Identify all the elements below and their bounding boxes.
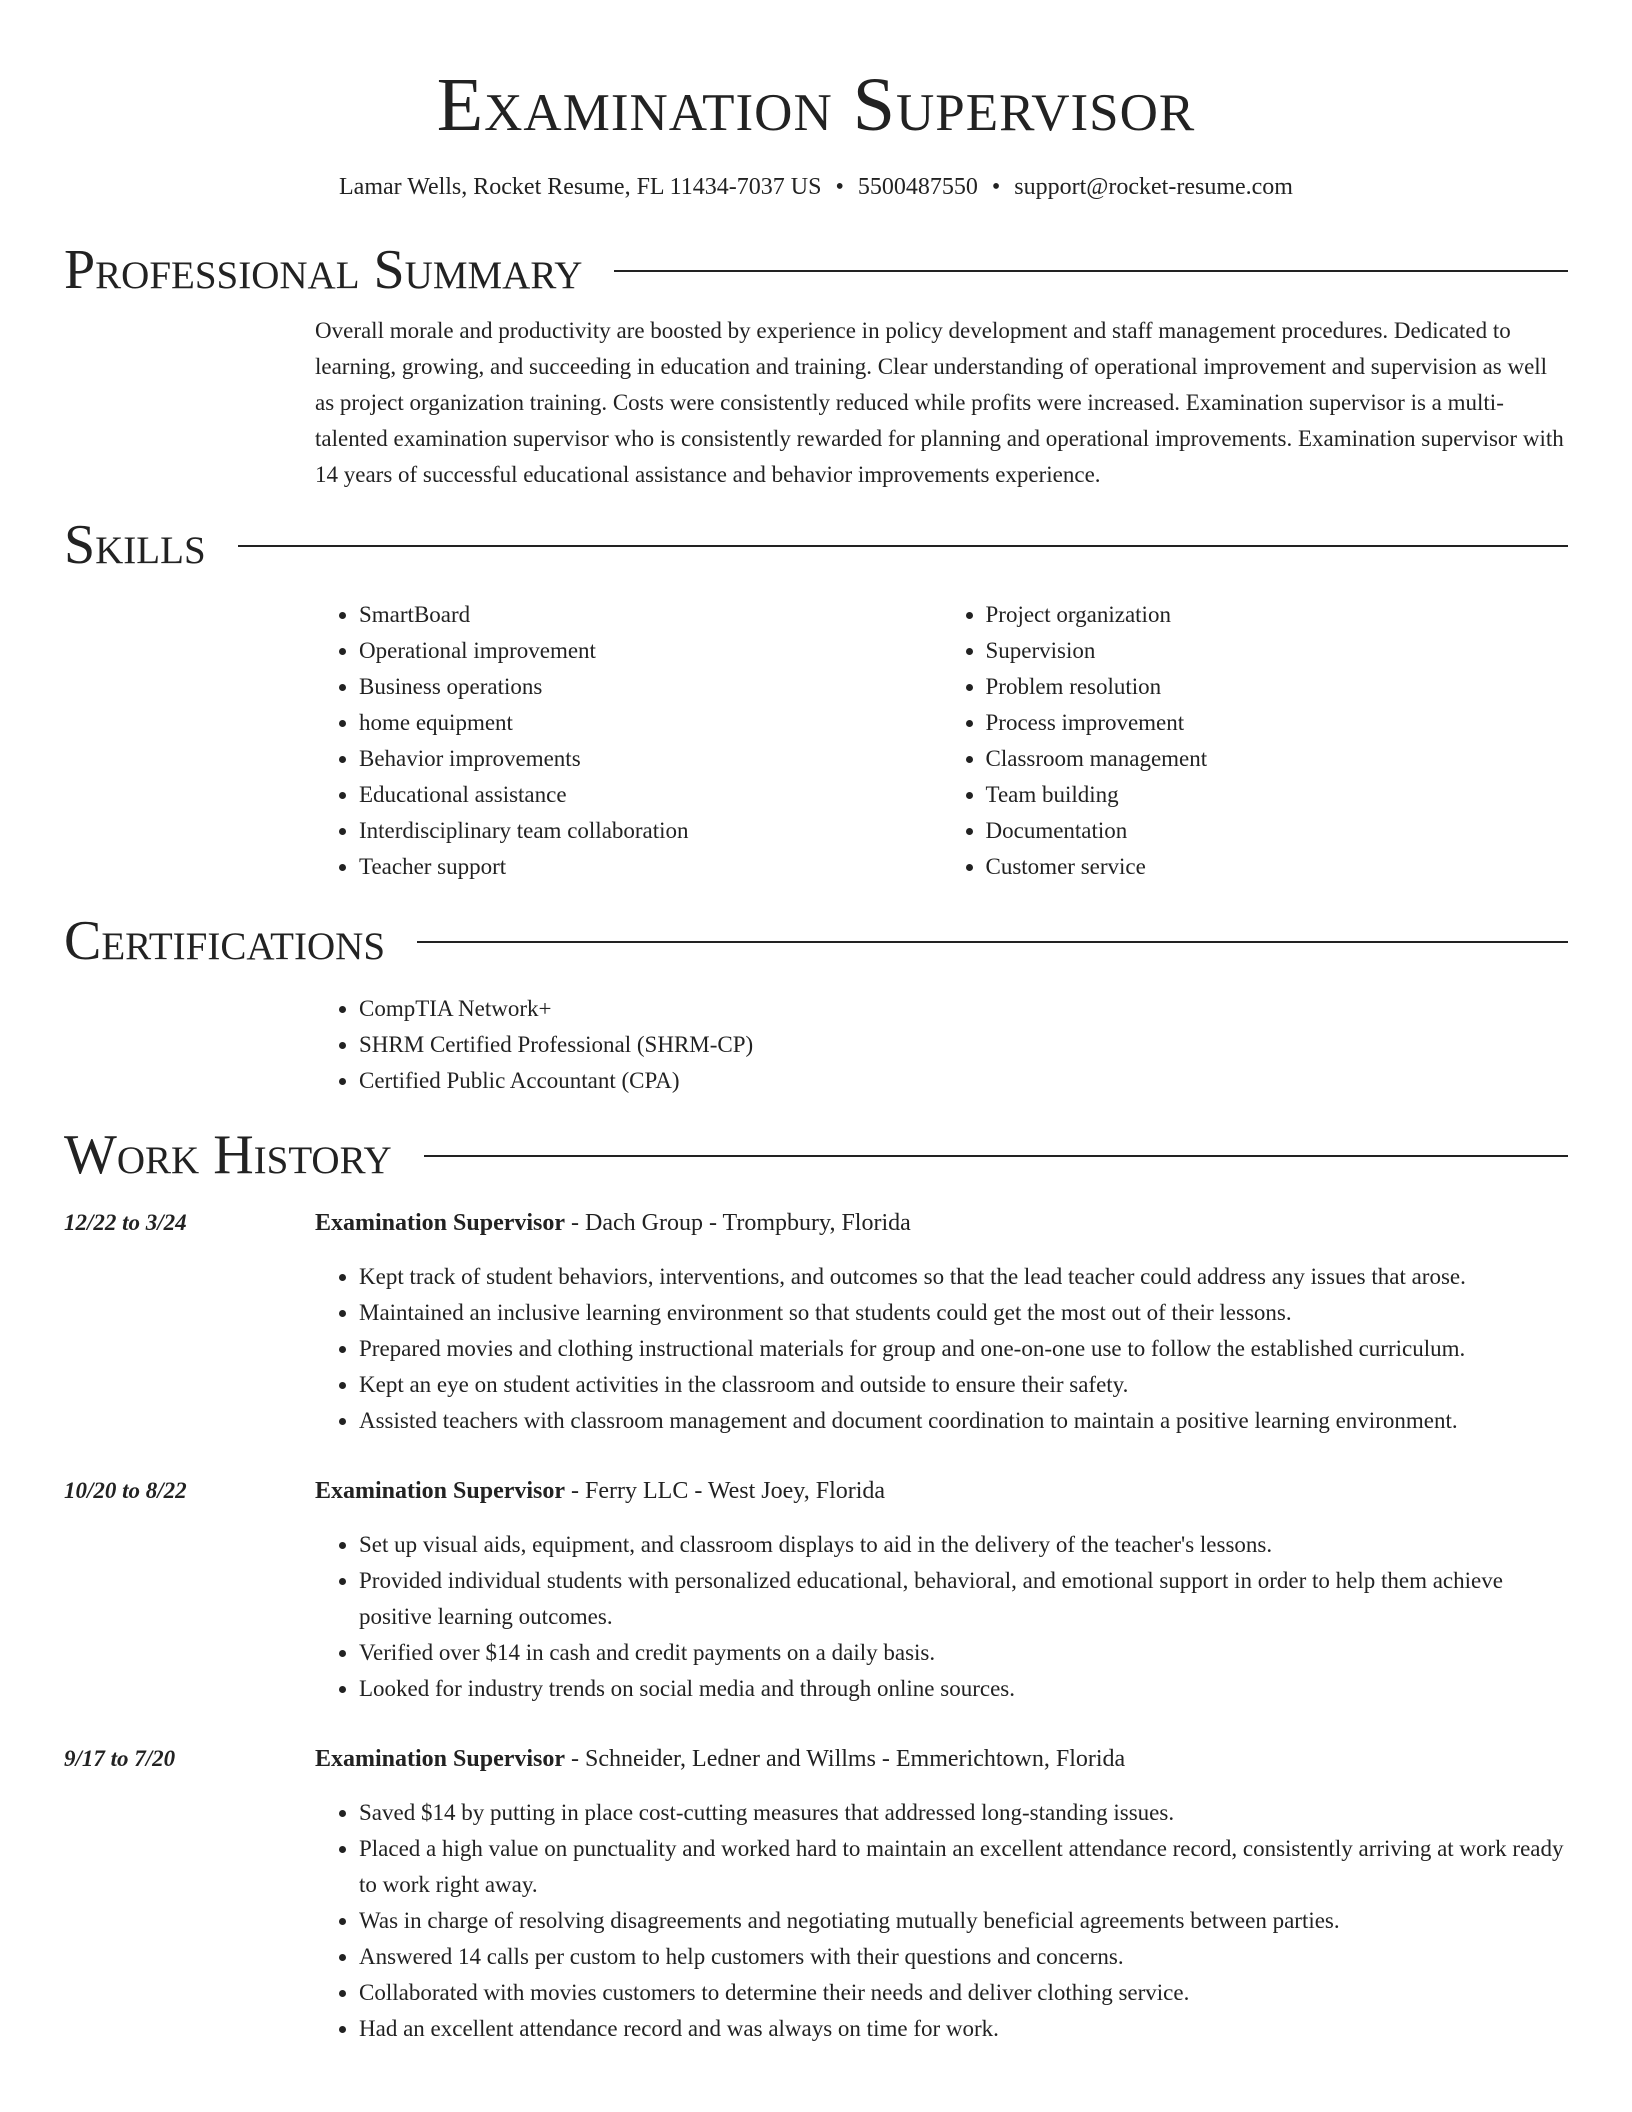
job-title-line [315,1473,1568,1509]
job-duty: • Looked for industry trends on social media and through online sources. [359,1671,1568,1707]
job-title: Examination Supervisor [315,1746,566,1772]
job-dates: 12/22 to 3/24 [64,1210,187,1235]
job-duty: • Answered 14 calls per custom to help customers with their questions and concerns. [359,1939,1568,1975]
certifications-heading: Certifications [64,910,386,972]
skills-section-header [64,513,1568,577]
certification-item: • Certified Public Accountant (CPA) [359,1063,1568,1099]
contact-separator: • [991,174,1001,200]
job-title-line [315,1205,1568,1241]
skill-item: • Documentation [986,813,1569,849]
summary-text: Overall morale and productivity are boosted by experience in policy development and staff management procedures. Dedicated to learning, growing, and succeeding in education and training. Clear understanding of operational improvement and supervision as well as project organization training. Costs were consistently reduced while profits were increased. Examination supervisor is a multi-talented examination supervisor who is consistently rewarded for planning and operational improvements. Examination supervisor with 14 years of successful educational assistance and behavior improvements experience. [315,318,1564,487]
section-divider [417,941,1568,943]
job-duties [315,1527,1568,1707]
job-duty: • Set up visual aids, equipment, and classroom displays to aid in the delivery of the teacher's lessons. [359,1527,1568,1563]
contact-line [64,172,1568,202]
summary-section-header [64,238,1568,302]
skill-item: • SmartBoard [359,597,942,633]
job-entry [64,1205,1568,1439]
job-title: Examination Supervisor [315,1210,566,1236]
job-dates: 10/20 to 8/22 [64,1478,187,1503]
job-employer: - Dach Group - Trompbury, Florida [565,1210,911,1236]
job-employer: - Ferry LLC - West Joey, Florida [565,1478,886,1504]
contact-phone: 5500487550 [857,174,978,200]
contact-address: Lamar Wells, Rocket Resume, FL 11434-7037 US [339,174,822,200]
skill-item: • Problem resolution [986,669,1569,705]
job-dates: 9/17 to 7/20 [64,1746,176,1771]
job-duty: • Collaborated with movies customers to determine their needs and deliver clothing service. [359,1975,1568,2011]
job-duty: • Provided individual students with personalized educational, behavioral, and emotional support in order to help them achieve positive learning outcomes. [359,1563,1568,1635]
job-duty: • Verified over $14 in cash and credit payments on a daily basis. [359,1635,1568,1671]
job-employer: - Schneider, Ledner and Willms - Emmerichtown, Florida [565,1746,1126,1772]
contact-email: support@rocket-resume.com [1014,174,1293,200]
skill-item: • Customer service [986,849,1569,885]
job-title-line [315,1741,1568,1777]
skill-item: • Project organization [986,597,1569,633]
job-entry [64,1741,1568,2047]
summary-heading: Professional Summary [64,239,583,301]
certification-item: • CompTIA Network+ [359,991,1568,1027]
skill-item: • Behavior improvements [359,741,942,777]
section-divider [424,1155,1568,1157]
job-duties [315,1795,1568,2047]
job-duty: • Prepared movies and clothing instructional materials for group and one-on-one use to follow the established curriculum. [359,1331,1568,1367]
skill-item: • Interdisciplinary team collaboration [359,813,942,849]
job-entry [64,1473,1568,1707]
skill-item: • Teacher support [359,849,942,885]
skill-item: • Classroom management [986,741,1569,777]
section-divider [614,270,1568,272]
summary-section [315,313,1568,493]
certification-item: • SHRM Certified Professional (SHRM-CP) [359,1027,1568,1063]
skills-column-left [315,597,942,885]
section-divider [238,545,1568,547]
certifications-list [315,991,1568,1099]
job-duty: • Was in charge of resolving disagreements and negotiating mutually beneficial agreements between parties. [359,1903,1568,1939]
skill-item: • Process improvement [986,705,1569,741]
skills-list [315,597,1568,885]
job-duty: • Kept track of student behaviors, interventions, and outcomes so that the lead teacher could address any issues that arose. [359,1259,1568,1295]
skill-item: • Team building [986,777,1569,813]
skill-item: • home equipment [359,705,942,741]
job-title: Examination Supervisor [315,1478,566,1504]
job-duty: • Kept an eye on student activities in the classroom and outside to ensure their safety. [359,1367,1568,1403]
job-duty: • Placed a high value on punctuality and worked hard to maintain an excellent attendance record, consistently arriving at work ready to work right away. [359,1831,1568,1903]
job-duty: • Saved $14 by putting in place cost-cutting measures that addressed long-standing issues. [359,1795,1568,1831]
skills-column-right [942,597,1569,885]
work-history-section-header [64,1123,1568,1187]
skill-item: • Business operations [359,669,942,705]
job-duty: • Assisted teachers with classroom management and document coordination to maintain a positive learning environment. [359,1403,1568,1439]
job-duty: • Maintained an inclusive learning environment so that students could get the most out of their lessons. [359,1295,1568,1331]
contact-separator: • [835,174,844,200]
skill-item: • Educational assistance [359,777,942,813]
certifications-section-header [64,909,1568,973]
skills-heading: Skills [64,514,206,576]
job-duties [315,1259,1568,1439]
skill-item: • Supervision [986,633,1569,669]
candidate-title: Examination Supervisor [436,63,1196,147]
resume-page [64,0,1568,2047]
skill-item: • Operational improvement [359,633,942,669]
work-history-heading: Work History [64,1124,392,1186]
job-duty: • Had an excellent attendance record and was always on time for work. [359,2011,1568,2047]
